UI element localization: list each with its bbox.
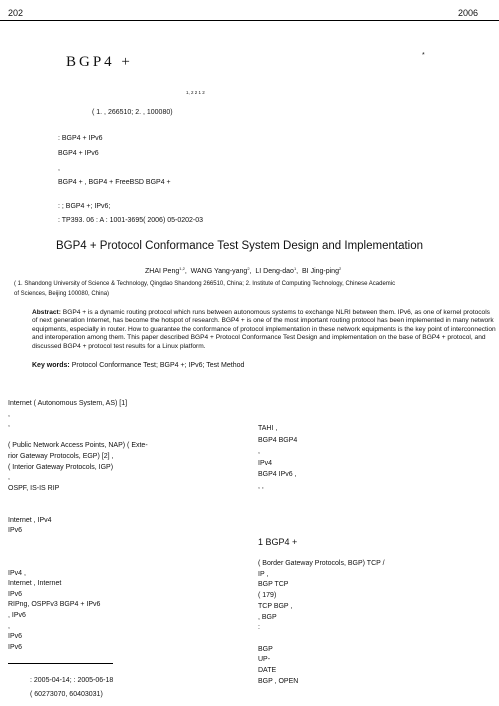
- text-line: Internet , IPv4: [8, 516, 52, 524]
- keywords-label: Key words:: [32, 362, 70, 369]
- keywords-text: Protocol Conformance Test; BGP4 +; IPv6; Test Method: [71, 362, 245, 369]
- english-keywords: [32, 361, 244, 370]
- page-number: 202: [8, 8, 24, 18]
- english-affiliation-line-2: of Sciences, Beijing 100080, China): [14, 291, 110, 297]
- text-line: ( Public Network Access Points, NAP) ( Exte-: [8, 442, 148, 450]
- english-abstract: [32, 309, 497, 351]
- text-line: IPv6: [8, 633, 23, 641]
- text-line: ,: [258, 448, 260, 455]
- text-line: IPv6: [8, 590, 23, 598]
- text-line: ,: [8, 421, 10, 429]
- footnote-rule: [8, 663, 113, 664]
- text-line: UP-: [258, 656, 271, 664]
- abstract-text: BGP4 + is a dynamic routing protocol which runs between autonomous systems to exchange NLRI between them. IPv6, as one of kernel protocols of next generation Internet, has become the hotspot of research. BGP4 + is one of the most important routing protocol has been implemented in many network equipments, especially in router. How to guarantee the conformance of protocol implementation in these network equipments is the key point of interconnection and interoperation among them. This paper described BGP4 + Protocol Conformance Test Design and implementation on the base of BGP4 + protocol, and discussed BGP4 + protocol test results for a Linux platform.: [32, 309, 496, 350]
- chinese-author-superscripts: 1, 2 2 1 2: [186, 90, 205, 95]
- text-line: IP ,: [258, 570, 269, 578]
- text-line: , ,: [258, 482, 264, 490]
- text-line: BGP4 IPv6 ,: [258, 471, 297, 478]
- chinese-affiliation: ( 1. , 266510; 2. , 100080): [92, 109, 173, 116]
- text-line: :: [258, 624, 260, 632]
- text-line: IPv6: [8, 643, 23, 651]
- text-line: ( Interior Gateway Protocols, IGP): [8, 463, 114, 471]
- english-authors: ZHAI Peng$^{1,2}$, WANG Yang-yang$^2$, LI Deng-dao$^1$, BI Jing-ping$^2$: [145, 266, 342, 275]
- text-line: , IPv6: [8, 612, 26, 619]
- footnote-funding: ( 60273070, 60403031): [30, 691, 103, 698]
- text-line: ,: [8, 622, 10, 630]
- text-line: rior Gateway Protocols, EGP) [2] ,: [8, 453, 114, 460]
- classification-line: : TP393. 06 : A : 1001-3695( 2006) 05-0202-03: [58, 217, 204, 224]
- abstract-label: Abstract:: [32, 309, 61, 316]
- text-line: IPv6: [8, 527, 23, 535]
- text-line: TCP BGP ,: [258, 602, 293, 610]
- text-line: BGP , OPEN: [258, 677, 299, 685]
- text-line: Internet , Internet: [8, 580, 62, 588]
- english-title: BGP4 + Protocol Conformance Test System Design and Implementation: [56, 240, 424, 252]
- section-heading: 1 BGP4 +: [258, 537, 298, 547]
- text-line: ( 179): [258, 592, 277, 600]
- title-footnote-mark: *: [422, 52, 425, 59]
- text-line: IPv4 ,: [8, 569, 26, 577]
- text-line: TAHI ,: [258, 425, 278, 432]
- chinese-title: BGP4 +: [66, 54, 133, 70]
- footnote-dates: : 2005-04-14; : 2005-06-18: [30, 677, 114, 684]
- chinese-keywords: : ; BGP4 +; IPv6;: [58, 203, 111, 210]
- text-line: ,: [8, 410, 10, 418]
- text-line: BGP TCP: [258, 581, 289, 589]
- text-line: BGP4 BGP4: [258, 436, 298, 444]
- journal-year: 2006: [458, 8, 479, 18]
- text-line: Internet ( Autonomous System, AS) [1]: [8, 400, 128, 407]
- header-rule: [0, 20, 499, 21]
- text-line: RIPng, OSPFv3 BGP4 + IPv6: [8, 601, 101, 609]
- text-line: ,: [8, 474, 10, 482]
- text-line: , BGP: [258, 613, 277, 621]
- text-line: ( Border Gateway Protocols, BGP) TCP /: [258, 560, 385, 567]
- text-line: BGP: [258, 645, 273, 653]
- text-line: OSPF, IS-IS RIP: [8, 484, 60, 492]
- text-line: IPv4: [258, 459, 273, 467]
- text-line: DATE: [258, 667, 277, 674]
- english-affiliation-line-1: ( 1. Shandong University of Science & Technology, Qingdao Shandong 266510, China; 2. Institute of Computing Technology, Chinese Academic: [14, 281, 396, 287]
